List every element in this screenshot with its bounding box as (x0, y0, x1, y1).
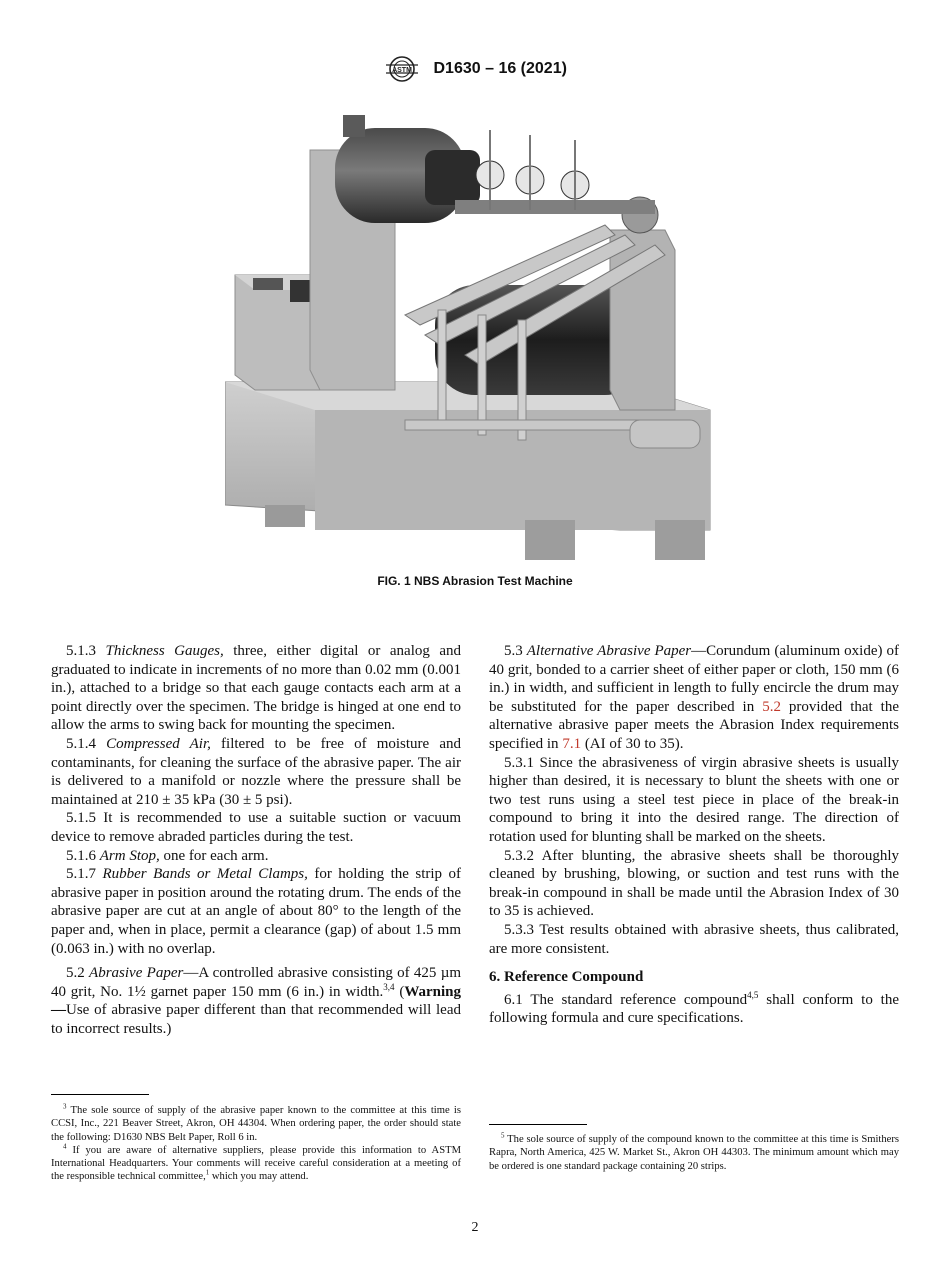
footnote-rule (489, 1124, 587, 1125)
section-text: one for each arm. (159, 847, 269, 864)
cross-reference-link[interactable]: 5.2 (762, 698, 781, 715)
section-5-1-3 (51, 642, 461, 735)
section-5-1-5: 5.1.5 It is recommended to use a suitable suction or vacuum device to remove abraded particles during the test. (51, 810, 461, 845)
abrasion-machine-photo (225, 110, 730, 565)
warning-label: Warning— (51, 983, 462, 1019)
footnotes-right (489, 1133, 899, 1173)
footnote-text: The sole source of supply of the compound known to the committee at this time is Smithers Rapra, North America, 425 W. Market St., Akron OH 44303. The minimum amount which may be ordered is one standard package containing 20 strips. (489, 1134, 899, 1172)
section-term: Thickness Gauges, (105, 643, 224, 659)
section-text: Use of abrasive paper different than that recommended will lead to incorrect results.) (51, 1002, 461, 1037)
section-heading-6: 6. Reference Compound (489, 969, 644, 986)
section-number: 5.2 (66, 965, 85, 982)
section-6-1 (489, 991, 899, 1028)
page-number: 2 (471, 1220, 479, 1235)
document-designation: D1630 – 16 (2021) (433, 60, 567, 77)
footnote-text: The sole source of supply of the abrasive paper known to the committee at this time is CCSI, Inc., 221 Beaver Street, Akron, OH 44304. When ordering paper, the order should state the following: D1630 NBS Belt Paper, Roll 6 in. (51, 1105, 461, 1143)
footnote-mark: 4 (63, 1142, 67, 1151)
left-column (51, 642, 461, 1038)
section-text: —Corundum (aluminum oxide) of 40 grit, bonded to a carrier sheet of either paper or cloth, 150 mm (6 in.) in width, and sufficient in length to fully encircle the drum may be substituted for the paper described in (489, 643, 900, 715)
footnote-4 (51, 1144, 461, 1184)
astm-logo-icon (383, 55, 421, 83)
section-number: 5.1.7 (66, 866, 96, 883)
cross-reference-link[interactable]: 7.1 (562, 735, 582, 752)
section-5-1-6 (51, 847, 461, 866)
footnote-ref[interactable]: 3,4 (383, 981, 395, 992)
footnote-3 (51, 1104, 461, 1144)
footnote-mark: 5 (501, 1131, 505, 1140)
section-term: Arm Stop, (99, 847, 160, 864)
section-5-3-3: 5.3.3 Test results obtained with abrasive sheets, thus calibrated, are more consistent. (489, 921, 899, 957)
footnote-ref[interactable]: 1 (205, 1168, 210, 1177)
section-5-2 (51, 964, 461, 1038)
section-number: 5.3 (504, 643, 523, 659)
section-5-3 (489, 642, 899, 754)
page-header (0, 55, 950, 83)
section-5-1-7 (51, 865, 461, 958)
logo-lettering: ASTM (392, 67, 412, 74)
section-5-3-2: 5.3.2 After blunting, the abrasive sheets shall be thoroughly cleaned by brushing, blowing, or suction and test runs with the break-in compound in shall be made until the Abrasion Index of 30 to 35 is achieved. (489, 847, 899, 920)
section-text: for holding the strip of abrasive paper in position around the rotating drum. The ends of the abrasive paper are cut at an angle of about 80° to the length of the paper and, when in place, permit a clearance (gap) of about 1.5 mm (0.063 in.) with no overlap. (51, 866, 462, 957)
footnote-text: If you are aware of alternative suppliers, please provide this information to ASTM International Headquarters. Your comments will receive careful consideration at a meeting of the responsible technical committee, (51, 1144, 461, 1183)
section-term: Rubber Bands or Metal Clamps, (102, 866, 308, 883)
section-text: ( (394, 983, 405, 1000)
section-term: Alternative Abrasive Paper (526, 643, 692, 659)
footnote-5 (489, 1133, 899, 1173)
section-term: Compressed Air, (106, 735, 211, 752)
section-text: 6.1 The standard reference compound (504, 991, 748, 1008)
footnote-mark: 3 (63, 1102, 67, 1111)
section-term: Abrasive Paper (89, 965, 184, 982)
section-text: (AI of 30 to 35). (581, 735, 684, 752)
section-5-1-4 (51, 735, 461, 809)
footnote-text: which you may attend. (209, 1171, 309, 1183)
section-number: 5.1.4 (66, 735, 96, 752)
footnotes-left (51, 1104, 461, 1184)
footnote-ref[interactable]: 4,5 (747, 989, 759, 1000)
figure-caption: FIG. 1 NBS Abrasion Test Machine (377, 574, 573, 588)
footnote-rule (51, 1094, 149, 1095)
section-text: filtered to be free of moisture and contaminants, for cleaning the surface of the abrasive paper. The air is delivered to a manifold or nozzle where the pressure shall be maintained at 210 ± 35 kPa (30 ± 5 psi). (51, 735, 462, 808)
section-number: 5.1.6 (66, 847, 96, 864)
section-text: three, either digital or analog and graduated to indicate in increments of no more than 0.02 mm (0.001 in.), attached to a bridge so that each gauge contacts each arm at a point directly over the specimen. The bridge is hinged at one end to allow the arms to swing back for mounting the specimen. (51, 643, 462, 734)
section-text: shall conform to the following formula and cure specifications. (489, 991, 900, 1027)
section-number: 5.1.3 (66, 643, 96, 659)
right-column (489, 642, 899, 1028)
section-text: provided that the alternative abrasive paper meets the Abrasion Index requirements specified in (489, 698, 899, 752)
section-5-3-1: 5.3.1 Since the abrasiveness of virgin abrasive sheets is usually higher than desired, it is necessary to blunt the sheets with one or two test runs using a steel test piece in place of the break-in compound to bring it into the desired range. The direction of rotation used for blunting shall be marked on the sheets. (489, 754, 899, 845)
section-text: —A controlled abrasive consisting of 425 µm 40 grit, No. 1½ garnet paper 150 mm (6 in.) in width. (51, 965, 462, 1000)
